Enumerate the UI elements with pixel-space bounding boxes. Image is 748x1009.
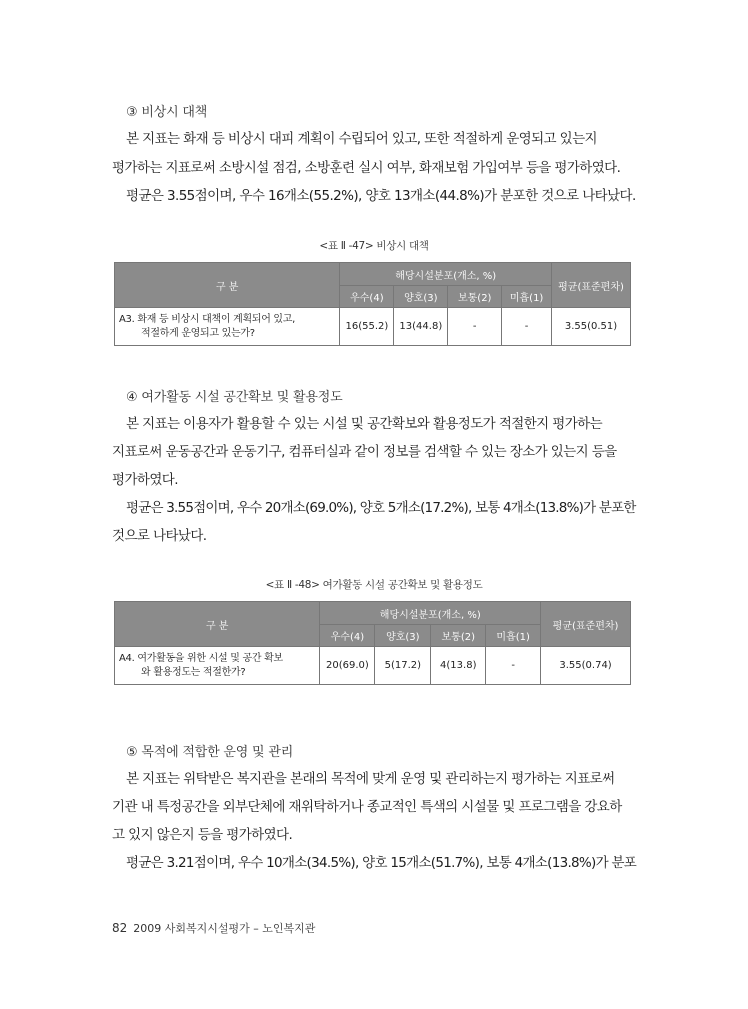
header-grade: 양호(3): [375, 625, 431, 647]
header-grade: 미흡(1): [486, 625, 541, 647]
paragraph-line: 본 지표는 이용자가 활용할 수 있는 시설 및 공간확보와 활용정도가 적절한지 평가하는: [126, 416, 603, 432]
paragraph-line: 평균은 3.55점이며, 우수 16개소(55.2%), 양호 13개소(44.8%)가 분포한 것으로 나타났다.: [126, 188, 636, 204]
header-gubun: 구 분: [115, 602, 320, 647]
table-caption: <표 Ⅱ -48> 여가활동 시설 공간확보 및 활용정도: [265, 579, 483, 591]
header-average: 평균(표준편차): [541, 602, 631, 647]
value-cell: 4(13.8): [431, 647, 486, 685]
value-cell: 13(44.8): [394, 308, 448, 346]
header-grade: 우수(4): [340, 286, 394, 308]
header-grade: 보통(2): [431, 625, 486, 647]
header-gubun: 구 분: [115, 263, 340, 308]
table-caption: <표 Ⅱ -47> 비상시 대책: [319, 240, 429, 252]
value-cell: -: [502, 308, 552, 346]
paragraph-line: 지표로써 운동공간과 운동기구, 컴퓨터실과 같이 정보를 검색할 수 있는 장소가 있는지 등을: [112, 444, 617, 460]
paragraph-line: 본 지표는 화재 등 비상시 대피 계획이 수립되어 있고, 또한 적절하게 운영되고 있는지: [126, 131, 597, 147]
paragraph-line: 고 있지 않은지 등을 평가하였다.: [112, 827, 293, 843]
footer-title: 2009 사회복지시설평가 – 노인복지관: [133, 922, 316, 935]
paragraph-line: 기관 내 특정공간을 외부단체에 재위탁하거나 종교적인 특색의 시설물 및 프로그램을 강요하: [112, 799, 622, 815]
value-cell: 16(55.2): [340, 308, 394, 346]
section-heading-emergency: ③ 비상시 대책: [126, 105, 208, 120]
average-cell: 3.55(0.51): [552, 308, 631, 346]
paragraph-line: 본 지표는 위탁받은 복지관을 본래의 목적에 맞게 운영 및 관리하는지 평가하는 지표로써: [126, 771, 615, 787]
value-cell: -: [448, 308, 502, 346]
section-heading-leisure: ④ 여가활동 시설 공간확보 및 활용정도: [126, 390, 343, 405]
header-grade: 미흡(1): [502, 286, 552, 308]
page-footer: [112, 920, 315, 936]
value-cell: -: [486, 647, 541, 685]
item-label: [115, 308, 340, 346]
stat-table-leisure: [114, 601, 631, 685]
paragraph-line: 평가하였다.: [112, 472, 178, 488]
table-row: [115, 647, 631, 685]
item-line: A4. 여가활동을 위한 시설 및 공간 확보: [119, 652, 283, 664]
item-line: 와 활용정도는 적절한가?: [141, 666, 246, 678]
table-row: [115, 308, 631, 346]
stat-table-emergency: [114, 262, 631, 346]
header-distribution: 해당시설분포(개소, %): [320, 602, 541, 625]
paragraph-line: 평균은 3.21점이며, 우수 10개소(34.5%), 양호 15개소(51.7%), 보통 4개소(13.8%)가 분포: [126, 855, 637, 871]
item-line: 적절하게 운영되고 있는가?: [141, 327, 255, 339]
average-cell: 3.55(0.74): [541, 647, 631, 685]
value-cell: 5(17.2): [375, 647, 431, 685]
page-number: 82: [112, 921, 128, 935]
item-line: A3. 화재 등 비상시 대책이 계획되어 있고,: [119, 313, 296, 325]
header-grade: 양호(3): [394, 286, 448, 308]
header-distribution: 해당시설분포(개소, %): [340, 263, 552, 286]
paragraph-line: 평균은 3.55점이며, 우수 20개소(69.0%), 양호 5개소(17.2%), 보통 4개소(13.8%)가 분포한: [126, 500, 636, 516]
section-heading-operation: ⑤ 목적에 적합한 운영 및 관리: [126, 745, 294, 760]
header-grade: 우수(4): [320, 625, 375, 647]
header-average: 평균(표준편차): [552, 263, 631, 308]
paragraph-line: 것으로 나타났다.: [112, 528, 207, 544]
header-grade: 보통(2): [448, 286, 502, 308]
value-cell: 20(69.0): [320, 647, 375, 685]
item-label: [115, 647, 320, 685]
paragraph-line: 평가하는 지표로써 소방시설 점검, 소방훈련 실시 여부, 화재보험 가입여부 등을 평가하였다.: [112, 160, 621, 176]
